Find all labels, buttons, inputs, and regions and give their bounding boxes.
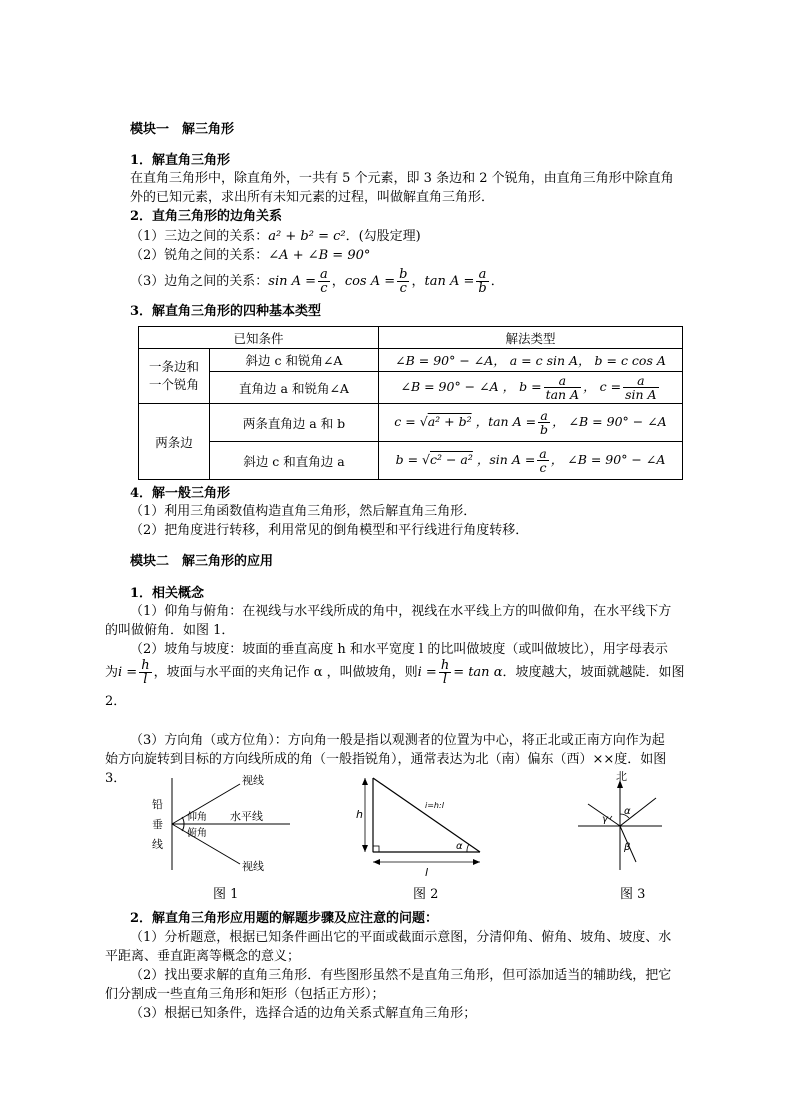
paragraph: （2）坡角与坡度：坡面的垂直高度 h 和水平宽度 l 的比叫做坡度（或叫做坡比），用字母表示 <box>130 642 668 657</box>
relation-line-1 <box>130 228 421 246</box>
fig1-label: 仰角 <box>187 812 207 823</box>
paragraph: ．坡度越大，坡面就越陡．如图 <box>502 665 685 680</box>
figure-2-slope <box>355 770 490 880</box>
paragraph: 外的已知元素，求出所有未知元素的过程，叫做解直角三角形． <box>130 190 495 205</box>
relation-line-2 <box>130 247 370 265</box>
paragraph: 在直角三角形中，除直角外，一共有 5 个元素，即 3 条边和 2 个锐角，由直角三角形中除直角 <box>130 171 674 186</box>
fig1-label: 水平线 <box>230 810 263 823</box>
fig1-label: 铅 <box>152 798 163 811</box>
formula: a² + b² = c² <box>268 229 346 244</box>
paragraph: 始方向旋转到目标的方向线所成的角（一般指锐角），通常表达为北（南）偏东（西）××度．如图 <box>105 752 667 767</box>
paragraph: 2． <box>105 694 127 709</box>
paragraph: （1）利用三角函数值构造直角三角形，然后解直角三角形． <box>130 504 477 519</box>
label: （1）三边之间的关系： <box>130 229 269 244</box>
section-title: 4．解一般三角形 <box>130 486 231 501</box>
paragraph: 的叫做俯角．如图 1． <box>105 623 235 638</box>
module2-title: 模块二 解三角形的应用 <box>130 554 274 569</box>
fig2-label: i=h:l <box>425 801 444 810</box>
fig3-label: β <box>624 842 631 853</box>
paragraph: 3． <box>105 771 127 786</box>
paragraph: 平距离、垂直距离等概念的意义； <box>105 949 301 964</box>
fig2-caption: 图 2 <box>413 887 439 902</box>
table-cell: 斜边 c 和直角边 a <box>210 442 379 480</box>
section-title: 1．相关概念 <box>130 586 205 601</box>
label: （2）锐角之间的关系： <box>130 248 269 263</box>
section-title: 2．解直角三角形应用题的解题步骤及应注意的问题： <box>130 911 439 926</box>
table-cell: 直角边 a 和锐角∠A <box>210 372 379 404</box>
fig1-label: 视线 <box>242 860 264 873</box>
module1-title: 模块一 解三角形 <box>130 122 235 137</box>
fig3-caption: 图 3 <box>620 887 646 902</box>
figure-1-elevation-depression <box>150 770 290 880</box>
label: （3）边角之间的关系： <box>130 274 269 289</box>
fig2-label: α <box>456 841 463 852</box>
paragraph: （1）仰角与俯角：在视线与水平线所成的角中，视线在水平线上方的叫做仰角，在水平线下方 <box>130 604 672 619</box>
section-title: 1．解直角三角形 <box>130 153 231 168</box>
table-cell: ∠B = 90° − ∠A ， b = $\frac{a}{\text{tan A}}$ ， c = $\frac{a}{\text{sin A}}$ <box>379 372 683 404</box>
fig3-label: α <box>624 806 631 817</box>
paragraph: 们分割成一些直角三角形和矩形（包括正方形）； <box>105 987 385 1002</box>
figure-3-bearing <box>570 770 670 880</box>
table-group: 两条边 <box>139 404 210 480</box>
table-header: 解法类型 <box>379 327 683 349</box>
fig1-caption: 图 1 <box>213 887 239 902</box>
formula: ∠A + ∠B = 90° <box>268 248 371 263</box>
table-cell: ∠B = 90° − ∠A， a = c sin A， b = c cos A <box>379 349 683 372</box>
fig3-label: 北 <box>616 770 627 783</box>
paragraph: （3）根据已知条件，选择合适的边角关系式解直角三角形； <box>130 1006 477 1021</box>
section-title: 2．直角三角形的边角关系 <box>130 209 283 224</box>
fig1-label: 垂 <box>152 818 163 831</box>
table-cell: 两条直角边 a 和 b <box>210 404 379 442</box>
paragraph: （2）找出要求解的直角三角形．有些图形虽然不是直角三角形，但可添加适当的辅助线，把它 <box>130 968 672 983</box>
label: ．(勾股定理) <box>345 229 421 244</box>
relation-line-3: （3）边角之间的关系：sin A = $\frac{a}{c}$ ，cos A = $\frac{b}{c}$ ，tan A = $\frac{a}{b}$ ． <box>130 267 504 296</box>
fig2-label: h <box>356 808 363 821</box>
slope-line: 为i = $\frac{h}{l}$ ，坡面与水平面的夹角记作 α ，叫做坡角，则i = $\frac{h}{l}$ = tan α．坡度越大，坡面就越陡．如图 <box>105 658 685 687</box>
paragraph: ，坡面与水平面的夹角记作 α ，叫做坡角，则 <box>153 665 418 680</box>
fig2-label: l <box>425 866 429 879</box>
table-cell: b = √c² − a² ，sin A = $\frac{a}{c}$ ， ∠B = 90° − ∠A <box>379 442 683 480</box>
paragraph: （2）把角度进行转移，利用常见的倒角模型和平行线进行角度转移． <box>130 523 529 538</box>
paragraph: （3）方向角（或方位角）：方向角一般是指以观测者的位置为中心，将正北或正南方向作为起 <box>130 733 665 748</box>
fig1-label: 俯角 <box>187 828 207 839</box>
fig3-label: γ <box>602 814 608 825</box>
fig1-label: 线 <box>152 838 163 851</box>
fig1-label: 视线 <box>242 774 264 787</box>
solution-types-table <box>138 326 683 480</box>
table-header: 已知条件 <box>139 327 379 349</box>
section-title: 3．解直角三角形的四种基本类型 <box>130 304 322 319</box>
table-group: 一条边和 一个锐角 <box>139 349 210 404</box>
paragraph: （1）分析题意，根据已知条件画出它的平面或截面示意图，分清仰角、俯角、坡角、坡度、水 <box>130 930 672 945</box>
table-cell: c = √a² + b² ，tan A = $\frac{a}{b}$ ， ∠B = 90° − ∠A <box>379 404 683 442</box>
table-cell: 斜边 c 和锐角∠A <box>210 349 379 372</box>
